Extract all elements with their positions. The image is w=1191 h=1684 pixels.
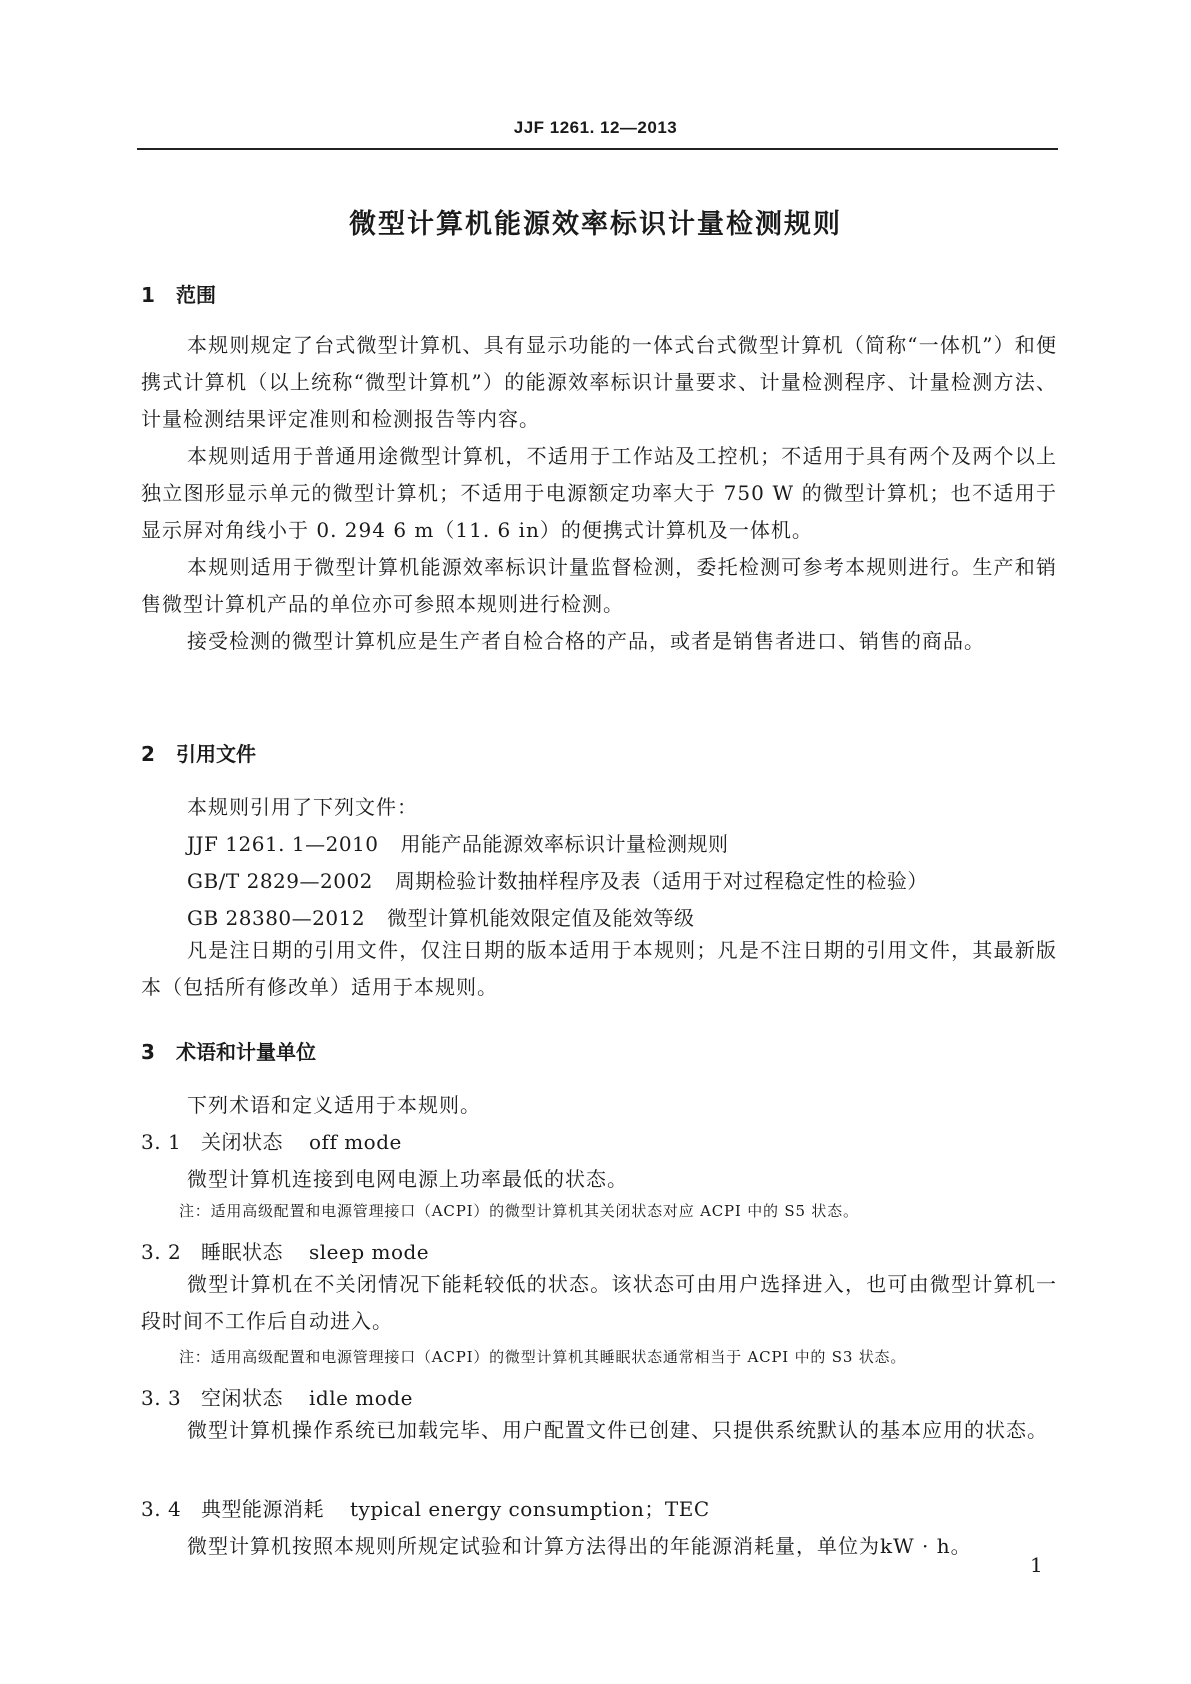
reference-item [187, 865, 928, 894]
page-number: 1 [1030, 1553, 1043, 1577]
term-definition: 微型计算机操作系统已加载完毕、用户配置文件已创建、只提供系统默认的基本应用的状态。 [187, 1418, 1048, 1442]
reference-name: 微型计算机能效限定值及能效等级 [387, 906, 695, 930]
term-heading-3-3 [141, 1382, 413, 1411]
term-note: 注：适用高级配置和电源管理接口（ACPI）的微型计算机其关闭状态对应 ACPI 中的 S5 状态。 [179, 1202, 859, 1220]
term-heading-3-1 [141, 1126, 402, 1155]
section-1-heading [141, 279, 216, 308]
section-1-paragraph-2: 本规则适用于普通用途微型计算机，不适用于工作站及工控机；不适用于具有两个及两个以上独立图形显示单元的微型计算机；不适用于电源额定功率大于 750 W 的微型计算机；也不适用于显示屏对角线小于 0. 294 6 m（11. 6 in）的便携式计算机及一体机。 [141, 444, 1057, 542]
term-number: 3. 4 [141, 1497, 182, 1521]
document-title: 微型计算机能源效率标识计量检测规则 [349, 209, 842, 240]
reference-name: 周期检验计数抽样程序及表（适用于对过程稳定性的检验） [394, 869, 928, 893]
reference-code: GB/T 2829—2002 [187, 869, 373, 893]
reference-code: GB 28380—2012 [187, 906, 366, 930]
section-title: 术语和计量单位 [176, 1040, 316, 1064]
section-number: 1 [141, 283, 155, 307]
section-1-paragraph-4: 接受检测的微型计算机应是生产者自检合格的产品，或者是销售者进口、销售的商品。 [187, 629, 985, 653]
references-closing-paragraph: 凡是注日期的引用文件，仅注日期的版本适用于本规则；凡是不注日期的引用文件，其最新版本（包括所有修改单）适用于本规则。 [141, 938, 1057, 999]
term-note: 注：适用高级配置和电源管理接口（ACPI）的微型计算机其睡眠状态通常相当于 ACPI 中的 S3 状态。 [179, 1348, 907, 1366]
section-1-paragraph-3: 本规则适用于微型计算机能源效率标识计量监督检测，委托检测可参考本规则进行。生产和销售微型计算机产品的单位亦可参照本规则进行检测。 [141, 555, 1057, 616]
section-number: 2 [141, 742, 155, 766]
standard-code: JJF 1261. 12—2013 [513, 118, 678, 137]
term-en: idle mode [309, 1386, 413, 1410]
reference-item [187, 828, 729, 857]
section-3-heading [141, 1036, 316, 1065]
term-definition: 微型计算机在不关闭情况下能耗较低的状态。该状态可由用户选择进入，也可由微型计算机一段时间不工作后自动进入。 [141, 1272, 1057, 1333]
term-zh: 典型能源消耗 [201, 1497, 324, 1521]
term-zh: 睡眠状态 [201, 1240, 283, 1264]
reference-name: 用能产品能源效率标识计量检测规则 [400, 832, 729, 856]
term-number: 3. 2 [141, 1240, 182, 1264]
term-definition: 微型计算机按照本规则所规定试验和计算方法得出的年能源消耗量，单位为kW · h。 [187, 1534, 972, 1558]
term-zh: 空闲状态 [201, 1386, 283, 1410]
term-number: 3. 3 [141, 1386, 182, 1410]
term-definition: 微型计算机连接到电网电源上功率最低的状态。 [187, 1167, 628, 1191]
reference-code: JJF 1261. 1—2010 [187, 832, 379, 856]
term-en: off mode [309, 1130, 402, 1154]
section-title: 引用文件 [176, 742, 256, 766]
terms-intro: 下列术语和定义适用于本规则。 [187, 1093, 481, 1117]
term-number: 3. 1 [141, 1130, 182, 1154]
term-zh: 关闭状态 [201, 1130, 283, 1154]
term-en: typical energy consumption；TEC [350, 1497, 710, 1521]
term-heading-3-4 [141, 1493, 710, 1522]
references-intro: 本规则引用了下列文件： [187, 795, 418, 819]
term-heading-3-2 [141, 1236, 429, 1265]
section-title: 范围 [176, 283, 216, 307]
section-2-heading [141, 738, 256, 767]
term-en: sleep mode [309, 1240, 430, 1264]
reference-item [187, 902, 695, 931]
section-1-paragraph-1: 本规则规定了台式微型计算机、具有显示功能的一体式台式微型计算机（简称“一体机”）和便携式计算机（以上统称“微型计算机”）的能源效率标识计量要求、计量检测程序、计量检测方法、计量检测结果评定准则和检测报告等内容。 [141, 333, 1057, 431]
header-rule [137, 148, 1058, 150]
section-number: 3 [141, 1040, 155, 1064]
